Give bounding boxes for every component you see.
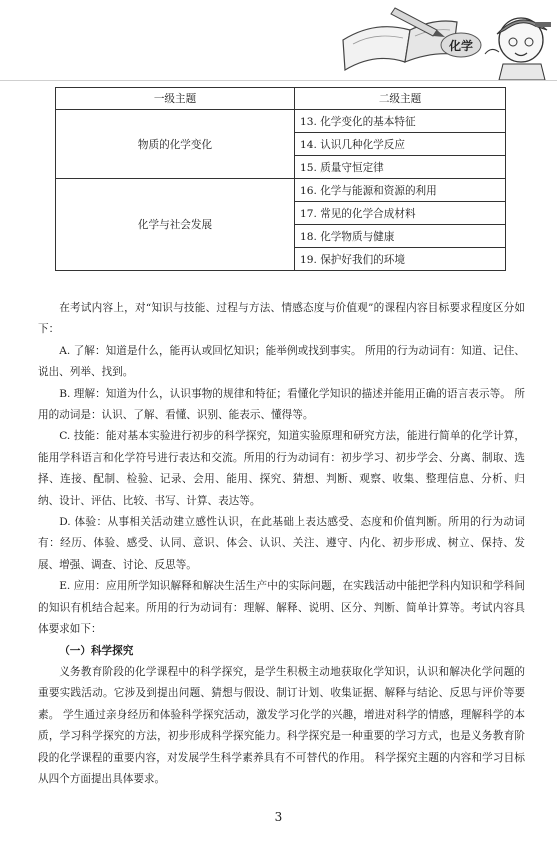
level2-topic-cell: 14. 认识几种化学反应 bbox=[295, 133, 506, 156]
page-number: 3 bbox=[274, 810, 283, 824]
level-e-paragraph: E. 应用：应用所学知识解释和解决生活生产中的实际问题，在实践活动中能把学科内知识和学科间的知识有机结合起来。所用的行为动词有：理解、解释、说明、区分、判断、简单计算等。考试内容具体要求如下： bbox=[38, 580, 525, 636]
level-d-paragraph: D. 体验：从事相关活动建立感性认识，在此基础上表达感受、态度和价值判断。所用的行为动词有：经历、体验、感受、认同、意识、体会、认识、关注、遵守、内化、初步形成、树立、保持、发展、增强、调查、讨论、反思等。 bbox=[38, 516, 525, 571]
cartoon-student-icon bbox=[485, 18, 551, 80]
level-c-paragraph: C. 技能：能对基本实验进行初步的科学探究，知道实验原理和研究方法，能进行简单的化学计算，能用学科语言和化学符号进行表达和交流。所用的行为动词有：初步学习、初步学会、分离、制取、选择、连接、配制、检验、记录、会用、能用、探究、猜想、判断、观察、收集、整理信息、分析、归纳、设计、评估、比较、书写、计算、表达等。 bbox=[38, 430, 525, 507]
open-book-icon bbox=[343, 21, 457, 70]
table-row bbox=[56, 179, 506, 202]
level-a-paragraph: A. 了解：知道是什么，能再认或回忆知识；能举例或找到事实。 所用的行为动词有：知道、记住、说出、列举、找到。 bbox=[38, 344, 525, 379]
table-header-row bbox=[56, 88, 506, 110]
header-decoration bbox=[335, 0, 557, 82]
header-level1: 一级主题 bbox=[56, 88, 295, 110]
body-text bbox=[38, 298, 525, 790]
header-rule bbox=[0, 80, 557, 81]
level1-topic-cell: 物质的化学变化 bbox=[56, 110, 295, 179]
table-row bbox=[56, 110, 506, 133]
section-paragraph: 义务教育阶段的化学课程中的科学探究，是学生积极主动地获取化学知识，认识和解决化学问题的重要实践活动。它涉及到提出问题、猜想与假设、制订计划、收集证据、解释与结论、反思与评价等要素。 学生通过亲身经历和体验科学探究活动，激发学习化学的兴趣，增进对科学的情感，理解科学的本质，学习科学探究的方法，初步形成科学探究能力。科学探究是一种重要的学习方式，也是义务教育阶段的化学课程的重要内容，对发展学生科学素养具有不可替代的作用。 科学探究主题的内容和学习目标从四个方面提出具体要求。 bbox=[38, 665, 525, 785]
level2-topic-cell: 13. 化学变化的基本特征 bbox=[295, 110, 506, 133]
level2-topic-cell: 18. 化学物质与健康 bbox=[295, 225, 506, 248]
level1-topic-cell: 化学与社会发展 bbox=[56, 179, 295, 271]
badge-text: 化学 bbox=[448, 39, 474, 53]
header-level2: 二级主题 bbox=[295, 88, 506, 110]
level-b-paragraph: B. 理解：知道为什么，认识事物的规律和特征；看懂化学知识的描述并能用正确的语言表示等。 所用的动词是：认识、了解、看懂、识别、能表示、懂得等。 bbox=[38, 387, 525, 422]
level2-topic-cell: 17. 常见的化学合成材料 bbox=[295, 202, 506, 225]
section-heading: （一）科学探究 bbox=[59, 644, 134, 657]
chemistry-badge bbox=[441, 33, 481, 57]
level2-topic-cell: 16. 化学与能源和资源的利用 bbox=[295, 179, 506, 202]
level2-topic-cell: 19. 保护好我们的环境 bbox=[295, 248, 506, 271]
topics-table bbox=[55, 87, 506, 271]
level2-topic-cell: 15. 质量守恒定律 bbox=[295, 156, 506, 179]
intro-paragraph: 在考试内容上，对“知识与技能、过程与方法、情感态度与价值观”的课程内容目标要求程度区分如下： bbox=[38, 302, 525, 336]
